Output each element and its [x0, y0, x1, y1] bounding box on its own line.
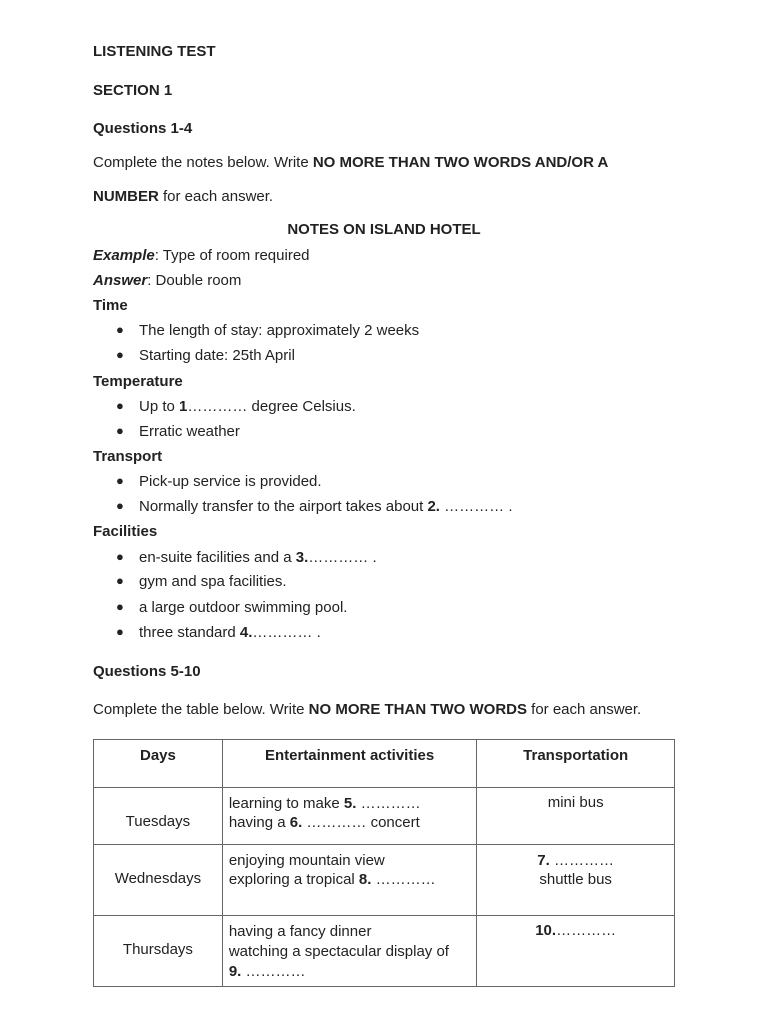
instruction-bold: NUMBER [93, 188, 159, 205]
list-item-text [139, 549, 377, 566]
example-text: : Type of room required [154, 247, 310, 264]
day-text: Wednesdays [114, 870, 202, 887]
text: Normally transfer to the airport takes about [139, 498, 428, 515]
text: exploring a tropical [228, 871, 359, 888]
table-row [94, 788, 675, 845]
day-cell [94, 788, 223, 845]
questions-5-10-heading: Questions 5-10 [93, 663, 201, 680]
activity-line [229, 870, 470, 889]
bullet-icon: ● [116, 322, 124, 337]
instruction-1 [93, 154, 608, 171]
answer-blank: ………… [549, 852, 614, 869]
questions-table [93, 739, 675, 987]
instruction-text: Complete the notes below. Write [93, 154, 313, 171]
bullet-icon: ● [116, 473, 124, 488]
answer-blank: ………… . [308, 549, 377, 566]
answer-blank: ………… . [252, 624, 321, 641]
notes-title: NOTES ON ISLAND HOTEL [287, 221, 481, 238]
answer-text: : Double room [147, 272, 242, 289]
day-cell [94, 845, 223, 916]
text: three standard [139, 624, 240, 641]
group-transport-label: Transport [93, 448, 163, 465]
question-number: 1 [179, 398, 188, 415]
instruction-1-cont [93, 188, 273, 205]
section-heading: SECTION 1 [93, 82, 173, 99]
transport-cell [477, 916, 675, 987]
question-number: 2. [427, 498, 440, 515]
activities-cell [222, 788, 476, 845]
question-number: 8. [358, 871, 372, 888]
transport-line [477, 851, 674, 870]
answer-blank: ………… concert [302, 814, 420, 831]
instruction-bold: NO MORE THAN TWO WORDS [308, 701, 527, 718]
bullet-icon: ● [116, 347, 124, 362]
table-row [94, 845, 675, 916]
group-temperature-label: Temperature [93, 373, 183, 390]
column-header-activities: Entertainment activities [222, 740, 476, 788]
table-header-row [94, 740, 675, 788]
instruction-text: Complete the table below. Write [93, 701, 309, 718]
list-item-text: a large outdoor swimming pool. [139, 599, 348, 616]
instruction-2 [93, 701, 641, 718]
activity-line [229, 962, 470, 982]
answer-blank: ………… [241, 963, 306, 980]
activity-line: enjoying mountain view [228, 852, 385, 869]
question-number: 6. [289, 814, 303, 831]
question-number: 5. [343, 795, 357, 812]
list-item-text [139, 398, 356, 415]
question-number: 7. [537, 852, 550, 869]
question-number: 3. [295, 549, 309, 566]
answer-blank: ………… [371, 871, 436, 888]
answer-blank: ………… [556, 922, 617, 939]
example-label: Example [93, 247, 155, 264]
day-cell [94, 916, 223, 987]
text: en-suite facilities and a [139, 549, 296, 566]
transport-text: mini bus [547, 794, 604, 811]
list-item-text [139, 624, 321, 641]
column-header-days: Days [94, 740, 223, 788]
activity-line: watching a spectacular display of [228, 943, 449, 960]
question-number: 10. [535, 922, 557, 939]
text: learning to make [228, 795, 344, 812]
text: Up to [139, 398, 180, 415]
instruction-bold: NO MORE THAN TWO WORDS AND/OR A [312, 154, 609, 171]
page-title: LISTENING TEST [93, 43, 216, 60]
transport-cell [477, 845, 675, 916]
bullet-icon: ● [116, 573, 124, 588]
day-text: Thursdays [122, 941, 193, 958]
activities-cell [222, 916, 476, 987]
questions-1-4-heading: Questions 1-4 [93, 120, 193, 137]
bullet-icon: ● [116, 549, 124, 564]
activity-line: having a fancy dinner [228, 923, 372, 940]
bullet-icon: ● [116, 423, 124, 438]
activity-line [229, 794, 470, 813]
instruction-text: for each answer. [158, 188, 274, 205]
example-line [93, 247, 310, 264]
instruction-text: for each answer. [527, 701, 642, 718]
list-item-text: Starting date: 25th April [139, 347, 295, 364]
transport-text: shuttle bus [539, 871, 612, 888]
question-number: 4. [239, 624, 253, 641]
question-number: 9. [228, 963, 242, 980]
list-item-text: Pick-up service is provided. [139, 473, 322, 490]
list-item-text: gym and spa facilities. [139, 573, 287, 590]
answer-line [93, 272, 241, 289]
list-item-text: The length of stay: approximately 2 weeks [139, 322, 420, 339]
group-time-label: Time [93, 297, 128, 314]
bullet-icon: ● [116, 398, 124, 413]
answer-blank: ………… degree Celsius. [187, 398, 356, 415]
answer-blank: ………… . [439, 498, 513, 515]
bullet-icon: ● [116, 599, 124, 614]
answer-label: Answer [93, 272, 148, 289]
bullet-icon: ● [116, 624, 124, 639]
column-header-transportation: Transportation [477, 740, 675, 788]
day-text: Tuesdays [125, 813, 191, 830]
activity-line [229, 813, 470, 832]
bullet-icon: ● [116, 498, 124, 513]
table-row [94, 916, 675, 987]
text: having a [228, 814, 290, 831]
answer-blank: ………… [356, 795, 421, 812]
list-item-text [139, 498, 513, 515]
transport-cell [477, 788, 675, 845]
group-facilities-label: Facilities [93, 523, 158, 540]
list-item-text: Erratic weather [139, 423, 240, 440]
activities-cell [222, 845, 476, 916]
